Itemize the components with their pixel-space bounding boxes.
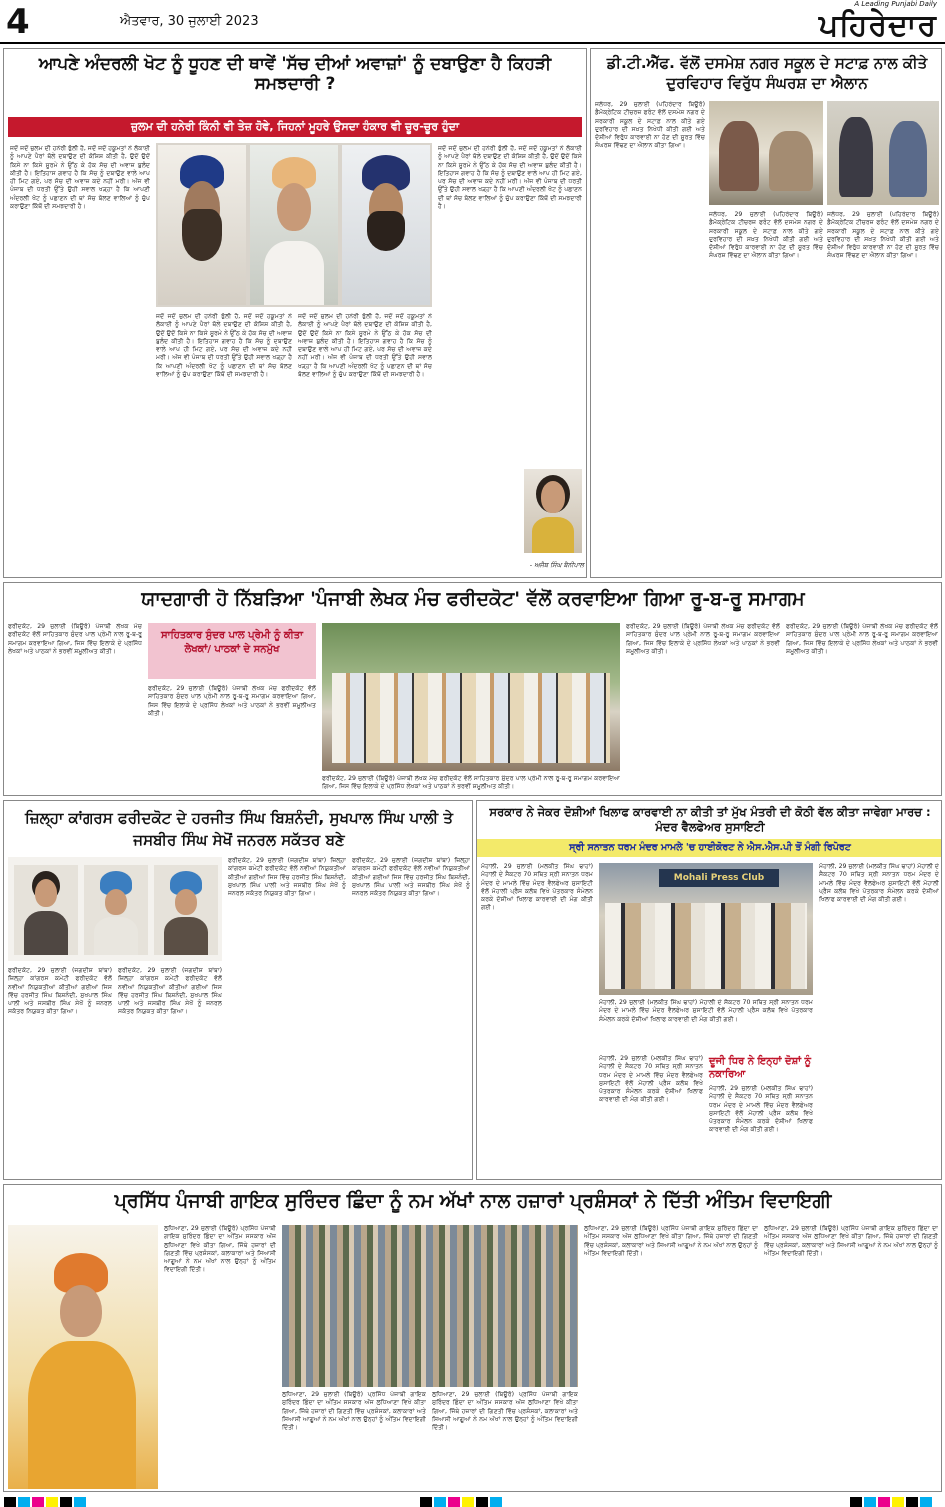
- issue-date: ਐਤਵਾਰ, 30 ਜੁਲਾਈ 2023: [120, 14, 259, 29]
- newspaper-logo: ਪਹਿਰੇਦਾਰ: [818, 8, 937, 43]
- article-4-column-2: ਫਰੀਦਕੋਟ, 29 ਜੁਲਾਈ (ਜਗਦੀਸ਼ ਬਾਂਬਾ) ਜ਼ਿਲ੍ਹਾ ਕਾਂਗਰਸ ਕਮੇਟੀ ਫਰੀਦਕੋਟ ਵੱਲੋਂ ਨਵੀਆਂ ਨਿਯੁਕਤੀਆਂ ਕੀਤੀਆਂ ਗਈਆਂ ਜਿਸ ਵਿੱਚ ਹਰਜੀਤ ਸਿੰਘ ਬਿਸ਼ਨੰਦੀ, ਸੁਖਪਾਲ ਸਿੰਘ ਪਾਲੀ ਅਤੇ ਜਸਬੀਰ ਸਿੰਘ ਸੇਖੋਂ ਨੂੰ ਜਨਰਲ ਸਕੱਤਰ ਨਿਯੁਕਤ ਕੀਤਾ ਗਿਆ।: [118, 967, 222, 1016]
- article-5-column-1: ਮੋਹਾਲੀ, 29 ਜੁਲਾਈ (ਮਲਕੀਤ ਸਿੰਘ ਢਾਹਾਂ) ਮੋਹਾਲੀ ਦੇ ਸੈਕਟਰ 70 ਸਥਿਤ ਸ੍ਰੀ ਸਨਾਤਨ ਧਰਮ ਮੰਦਰ ਦੇ ਮਾਮਲੇ ਵਿੱਚ ਮੰਦਰ ਵੈਲਫੇਅਰ ਸੁਸਾਇਟੀ ਵੱਲੋਂ ਮੋਹਾਲੀ ਪ੍ਰੈਸ ਕਲੱਬ ਵਿਖੇ ਪੱਤਰਕਾਰ ਸੰਮੇਲਨ ਕਰਕੇ ਦੋਸ਼ੀਆਂ ਖਿਲਾਫ ਕਾਰਵਾਈ ਦੀ ਮੰਗ ਕੀਤੀ ਗਈ।: [481, 863, 593, 912]
- article-6-column-5: ਲੁਧਿਆਣਾ, 29 ਜੁਲਾਈ (ਬਿਊਰੋ) ਪ੍ਰਸਿੱਧ ਪੰਜਾਬੀ ਗਾਇਕ ਸੁਰਿੰਦਰ ਛਿੰਦਾ ਦਾ ਅੰਤਿਮ ਸਸਕਾਰ ਅੱਜ ਲੁਧਿਆਣਾ ਵਿਖੇ ਕੀਤਾ ਗਿਆ, ਜਿੱਥੇ ਹਜ਼ਾਰਾਂ ਦੀ ਗਿਣਤੀ ਵਿੱਚ ਪ੍ਰਸ਼ੰਸਕਾਂ, ਕਲਾਕਾਰਾਂ ਅਤੇ ਸਿਆਸੀ ਆਗੂਆਂ ਨੇ ਨਮ ਅੱਖਾਂ ਨਾਲ ਉਨ੍ਹਾਂ ਨੂੰ ਅੰਤਿਮ ਵਿਦਾਇਗੀ ਦਿੱਤੀ।: [764, 1225, 938, 1257]
- singer-photo: [8, 1225, 158, 1489]
- article-4-column-1: ਫਰੀਦਕੋਟ, 29 ਜੁਲਾਈ (ਜਗਦੀਸ਼ ਬਾਂਬਾ) ਜ਼ਿਲ੍ਹਾ ਕਾਂਗਰਸ ਕਮੇਟੀ ਫਰੀਦਕੋਟ ਵੱਲੋਂ ਨਵੀਆਂ ਨਿਯੁਕਤੀਆਂ ਕੀਤੀਆਂ ਗਈਆਂ ਜਿਸ ਵਿੱਚ ਹਰਜੀਤ ਸਿੰਘ ਬਿਸ਼ਨੰਦੀ, ਸੁਖਪਾਲ ਸਿੰਘ ਪਾਲੀ ਅਤੇ ਜਸਬੀਰ ਸਿੰਘ ਸੇਖੋਂ ਨੂੰ ਜਨਰਲ ਸਕੱਤਰ ਨਿਯੁਕਤ ਕੀਤਾ ਗਿਆ।: [8, 967, 112, 1016]
- masthead-tagline: A Leading Punjabi Daily: [854, 0, 937, 8]
- article-6-headline: ਪ੍ਰਸਿੱਧ ਪੰਜਾਬੀ ਗਾਇਕ ਸੁਰਿੰਦਰ ਛਿੰਦਾ ਨੂੰ ਨਮ ਅੱਖਾਂ ਨਾਲ ਹਜ਼ਾਰਾਂ ਪ੍ਰਸ਼ੰਸਕਾਂ ਨੇ ਦਿੱਤੀ ਅੰਤਿਮ ਵਿਦਾਇਗੀ: [114, 1190, 832, 1212]
- article-3-column-2: ਫਰੀਦਕੋਟ, 29 ਜੁਲਾਈ (ਬਿਊਰੋ) ਪੰਜਾਬੀ ਲੇਖਕ ਮੰਚ ਫਰੀਦਕੋਟ ਵੱਲੋਂ ਸਾਹਿਤਕਾਰ ਸੁੰਦਰ ਪਾਲ ਪ੍ਰੇਮੀ ਨਾਲ ਰੂ-ਬ-ਰੂ ਸਮਾਗਮ ਕਰਵਾਇਆ ਗਿਆ, ਜਿਸ ਵਿੱਚ ਇਲਾਕੇ ਦੇ ਪ੍ਰਸਿੱਧ ਲੇਖਕਾਂ ਅਤੇ ਪਾਠਕਾਂ ਨੇ ਭਰਵੀਂ ਸ਼ਮੂਲੀਅਤ ਕੀਤੀ।: [148, 685, 316, 717]
- article-2: [590, 48, 942, 578]
- portrait-1: [158, 145, 246, 305]
- article-1-subhead: ਜ਼ੁਲਮ ਦੀ ਹਨੇਰੀ ਕਿੰਨੀ ਵੀ ਤੇਜ਼ ਹੋਵੇ, ਜਿਹਨਾਂ ਮੂਹਰੇ ਉਸਦਾ ਹੰਕਾਰ ਵੀ ਚੂਰ-ਚੂਰ ਹੁੰਦਾ: [8, 117, 582, 137]
- article-1-author-photo: [524, 469, 582, 553]
- article-5: [476, 800, 942, 1180]
- article-4-photo-portraits: [8, 857, 222, 961]
- article-6-column-4: ਲੁਧਿਆਣਾ, 29 ਜੁਲਾਈ (ਬਿਊਰੋ) ਪ੍ਰਸਿੱਧ ਪੰਜਾਬੀ ਗਾਇਕ ਸੁਰਿੰਦਰ ਛਿੰਦਾ ਦਾ ਅੰਤਿਮ ਸਸਕਾਰ ਅੱਜ ਲੁਧਿਆਣਾ ਵਿਖੇ ਕੀਤਾ ਗਿਆ, ਜਿੱਥੇ ਹਜ਼ਾਰਾਂ ਦੀ ਗਿਣਤੀ ਵਿੱਚ ਪ੍ਰਸ਼ੰਸਕਾਂ, ਕਲਾਕਾਰਾਂ ਅਤੇ ਸਿਆਸੀ ਆਗੂਆਂ ਨੇ ਨਮ ਅੱਖਾਂ ਨਾਲ ਉਨ੍ਹਾਂ ਨੂੰ ਅੰਤਿਮ ਵਿਦਾਇਗੀ ਦਿੱਤੀ।: [584, 1225, 758, 1257]
- article-2-column-2: ਜਲੰਧਰ, 29 ਜੁਲਾਈ (ਪਹਿਰੇਦਾਰ ਬਿਊਰੋ) ਡੈਮੋਕ੍ਰੇਟਿਕ ਟੀਚਰਜ਼ ਫਰੰਟ ਵੱਲੋਂ ਦਸਮੇਸ਼ ਨਗਰ ਦੇ ਸਰਕਾਰੀ ਸਕੂਲ ਦੇ ਸਟਾਫ਼ ਨਾਲ ਕੀਤੇ ਗਏ ਦੁਰਵਿਹਾਰ ਦੀ ਸਖ਼ਤ ਨਿਖੇਧੀ ਕੀਤੀ ਗਈ ਅਤੇ ਦੋਸ਼ੀਆਂ ਵਿਰੁੱਧ ਕਾਰਵਾਈ ਨਾ ਹੋਣ ਦੀ ਸੂਰਤ ਵਿੱਚ ਸੰਘਰਸ਼ ਵਿੱਢਣ ਦਾ ਐਲਾਨ ਕੀਤਾ ਗਿਆ।: [709, 211, 823, 260]
- article-6: [3, 1184, 942, 1492]
- registration-marks-right: [850, 1497, 934, 1507]
- article-4-headline: ਜ਼ਿਲ੍ਹਾ ਕਾਂਗਰਸ ਫਰੀਦਕੋਟ ਦੇ ਹਰਜੀਤ ਸਿੰਘ ਬਿਸ਼ਨੰਦੀ, ਸੁਖਪਾਲ ਸਿੰਘ ਪਾਲੀ ਤੇ ਜਸਬੀਰ ਸਿੰਘ ਸੇਖੋਂ ਜਨਰਲ ਸਕੱਤਰ ਬਣੇ: [25, 809, 453, 849]
- article-3-headline: ਯਾਦਗਾਰੀ ਹੋ ਨਿੱਬੜਿਆ 'ਪੰਜਾਬੀ ਲੇਖਕ ਮੰਚ ਫਰੀਦਕੋਟ' ਵੱਲੋਂ ਕਰਵਾਇਆ ਗਿਆ ਰੂ-ਬ-ਰੂ ਸਮਾਗਮ: [141, 588, 805, 610]
- article-3-caption: ਫਰੀਦਕੋਟ, 29 ਜੁਲਾਈ (ਬਿਊਰੋ) ਪੰਜਾਬੀ ਲੇਖਕ ਮੰਚ ਫਰੀਦਕੋਟ ਵੱਲੋਂ ਸਾਹਿਤਕਾਰ ਸੁੰਦਰ ਪਾਲ ਪ੍ਰੇਮੀ ਨਾਲ ਰੂ-ਬ-ਰੂ ਸਮਾਗਮ ਕਰਵਾਇਆ ਗਿਆ, ਜਿਸ ਵਿੱਚ ਇਲਾਕੇ ਦੇ ਪ੍ਰਸਿੱਧ ਲੇਖਕਾਂ ਅਤੇ ਪਾਠਕਾਂ ਨੇ ਭਰਵੀਂ ਸ਼ਮੂਲੀਅਤ ਕੀਤੀ।: [322, 775, 620, 791]
- article-3-column-1: ਫਰੀਦਕੋਟ, 29 ਜੁਲਾਈ (ਬਿਊਰੋ) ਪੰਜਾਬੀ ਲੇਖਕ ਮੰਚ ਫਰੀਦਕੋਟ ਵੱਲੋਂ ਸਾਹਿਤਕਾਰ ਸੁੰਦਰ ਪਾਲ ਪ੍ਰੇਮੀ ਨਾਲ ਰੂ-ਬ-ਰੂ ਸਮਾਗਮ ਕਰਵਾਇਆ ਗਿਆ, ਜਿਸ ਵਿੱਚ ਇਲਾਕੇ ਦੇ ਪ੍ਰਸਿੱਧ ਲੇਖਕਾਂ ਅਤੇ ਪਾਠਕਾਂ ਨੇ ਭਰਵੀਂ ਸ਼ਮੂਲੀਅਤ ਕੀਤੀ।: [8, 623, 142, 655]
- registration-marks-left: [4, 1497, 88, 1507]
- article-2-photo-left: [709, 101, 823, 205]
- article-1-column-2: ਜਦੋਂ ਜਦੋਂ ਜ਼ੁਲਮ ਦੀ ਹਨੇਰੀ ਝੁੱਲੀ ਹੈ, ਜਦੋਂ ਜਦੋਂ ਹਕੂਮਤਾਂ ਨੇ ਲੋਕਾਈ ਨੂੰ ਆਪਣੇ ਪੈਰਾਂ ਥੱਲੇ ਦਬਾਉਣ ਦੀ ਕੋਸ਼ਿਸ਼ ਕੀਤੀ ਹੈ, ਉਦੋਂ ਉਦੋਂ ਕਿਸੇ ਨਾ ਕਿਸੇ ਸੂਰਮੇ ਨੇ ਉੱਠ ਕੇ ਹੱਕ ਸੱਚ ਦੀ ਅਵਾਜ਼ ਬੁਲੰਦ ਕੀਤੀ ਹੈ। ਇਤਿਹਾਸ ਗਵਾਹ ਹੈ ਕਿ ਸੱਚ ਨੂੰ ਦਬਾਉਣ ਵਾਲੇ ਆਪ ਹੀ ਮਿਟ ਗਏ, ਪਰ ਸੱਚ ਦੀ ਅਵਾਜ਼ ਕਦੇ ਨਹੀਂ ਮਰੀ। ਅੱਜ ਵੀ ਪੰਜਾਬ ਦੀ ਧਰਤੀ ਉੱਤੇ ਉਹੀ ਸਵਾਲ ਖੜ੍ਹਾ ਹੈ ਕਿ ਆਪਣੀ ਅੰਦਰਲੀ ਖੋਟ ਨੂੰ ਪਛਾਣਨ ਦੀ ਥਾਂ ਸੱਚ ਬੋਲਣ ਵਾਲਿਆਂ ਨੂੰ ਚੁੱਪ ਕਰਾਉਣਾ ਕਿੱਥੋਂ ਦੀ ਸਮਝਦਾਰੀ ਹੈ।: [156, 313, 292, 379]
- article-3-column-3: ਫਰੀਦਕੋਟ, 29 ਜੁਲਾਈ (ਬਿਊਰੋ) ਪੰਜਾਬੀ ਲੇਖਕ ਮੰਚ ਫਰੀਦਕੋਟ ਵੱਲੋਂ ਸਾਹਿਤਕਾਰ ਸੁੰਦਰ ਪਾਲ ਪ੍ਰੇਮੀ ਨਾਲ ਰੂ-ਬ-ਰੂ ਸਮਾਗਮ ਕਰਵਾਇਆ ਗਿਆ, ਜਿਸ ਵਿੱਚ ਇਲਾਕੇ ਦੇ ਪ੍ਰਸਿੱਧ ਲੇਖਕਾਂ ਅਤੇ ਪਾਠਕਾਂ ਨੇ ਭਰਵੀਂ ਸ਼ਮੂਲੀਅਤ ਕੀਤੀ।: [626, 623, 780, 655]
- article-3: [3, 582, 942, 796]
- article-2-column-3: ਜਲੰਧਰ, 29 ਜੁਲਾਈ (ਪਹਿਰੇਦਾਰ ਬਿਊਰੋ) ਡੈਮੋਕ੍ਰੇਟਿਕ ਟੀਚਰਜ਼ ਫਰੰਟ ਵੱਲੋਂ ਦਸਮੇਸ਼ ਨਗਰ ਦੇ ਸਰਕਾਰੀ ਸਕੂਲ ਦੇ ਸਟਾਫ਼ ਨਾਲ ਕੀਤੇ ਗਏ ਦੁਰਵਿਹਾਰ ਦੀ ਸਖ਼ਤ ਨਿਖੇਧੀ ਕੀਤੀ ਗਈ ਅਤੇ ਦੋਸ਼ੀਆਂ ਵਿਰੁੱਧ ਕਾਰਵਾਈ ਨਾ ਹੋਣ ਦੀ ਸੂਰਤ ਵਿੱਚ ਸੰਘਰਸ਼ ਵਿੱਢਣ ਦਾ ਐਲਾਨ ਕੀਤਾ ਗਿਆ।: [827, 211, 939, 260]
- article-1-column-3: ਜਦੋਂ ਜਦੋਂ ਜ਼ੁਲਮ ਦੀ ਹਨੇਰੀ ਝੁੱਲੀ ਹੈ, ਜਦੋਂ ਜਦੋਂ ਹਕੂਮਤਾਂ ਨੇ ਲੋਕਾਈ ਨੂੰ ਆਪਣੇ ਪੈਰਾਂ ਥੱਲੇ ਦਬਾਉਣ ਦੀ ਕੋਸ਼ਿਸ਼ ਕੀਤੀ ਹੈ, ਉਦੋਂ ਉਦੋਂ ਕਿਸੇ ਨਾ ਕਿਸੇ ਸੂਰਮੇ ਨੇ ਉੱਠ ਕੇ ਹੱਕ ਸੱਚ ਦੀ ਅਵਾਜ਼ ਬੁਲੰਦ ਕੀਤੀ ਹੈ। ਇਤਿਹਾਸ ਗਵਾਹ ਹੈ ਕਿ ਸੱਚ ਨੂੰ ਦਬਾਉਣ ਵਾਲੇ ਆਪ ਹੀ ਮਿਟ ਗਏ, ਪਰ ਸੱਚ ਦੀ ਅਵਾਜ਼ ਕਦੇ ਨਹੀਂ ਮਰੀ। ਅੱਜ ਵੀ ਪੰਜਾਬ ਦੀ ਧਰਤੀ ਉੱਤੇ ਉਹੀ ਸਵਾਲ ਖੜ੍ਹਾ ਹੈ ਕਿ ਆਪਣੀ ਅੰਦਰਲੀ ਖੋਟ ਨੂੰ ਪਛਾਣਨ ਦੀ ਥਾਂ ਸੱਚ ਬੋਲਣ ਵਾਲਿਆਂ ਨੂੰ ਚੁੱਪ ਕਰਾਉਣਾ ਕਿੱਥੋਂ ਦੀ ਸਮਝਦਾਰੀ ਹੈ।: [298, 313, 432, 379]
- article-5-inset-title: ਦੂਜੀ ਧਿਰ ਨੇ ਇਨ੍ਹਾਂ ਦੋਸ਼ਾਂ ਨੂੰ ਨਕਾਰਿਆ: [709, 1056, 812, 1080]
- article-3-column-4: ਫਰੀਦਕੋਟ, 29 ਜੁਲਾਈ (ਬਿਊਰੋ) ਪੰਜਾਬੀ ਲੇਖਕ ਮੰਚ ਫਰੀਦਕੋਟ ਵੱਲੋਂ ਸਾਹਿਤਕਾਰ ਸੁੰਦਰ ਪਾਲ ਪ੍ਰੇਮੀ ਨਾਲ ਰੂ-ਬ-ਰੂ ਸਮਾਗਮ ਕਰਵਾਇਆ ਗਿਆ, ਜਿਸ ਵਿੱਚ ਇਲਾਕੇ ਦੇ ਪ੍ਰਸਿੱਧ ਲੇਖਕਾਂ ਅਤੇ ਪਾਠਕਾਂ ਨੇ ਭਰਵੀਂ ਸ਼ਮੂਲੀਅਤ ਕੀਤੀ।: [786, 623, 938, 655]
- article-2-column-1: ਜਲੰਧਰ, 29 ਜੁਲਾਈ (ਪਹਿਰੇਦਾਰ ਬਿਊਰੋ) ਡੈਮੋਕ੍ਰੇਟਿਕ ਟੀਚਰਜ਼ ਫਰੰਟ ਵੱਲੋਂ ਦਸਮੇਸ਼ ਨਗਰ ਦੇ ਸਰਕਾਰੀ ਸਕੂਲ ਦੇ ਸਟਾਫ਼ ਨਾਲ ਕੀਤੇ ਗਏ ਦੁਰਵਿਹਾਰ ਦੀ ਸਖ਼ਤ ਨਿਖੇਧੀ ਕੀਤੀ ਗਈ ਅਤੇ ਦੋਸ਼ੀਆਂ ਵਿਰੁੱਧ ਕਾਰਵਾਈ ਨਾ ਹੋਣ ਦੀ ਸੂਰਤ ਵਿੱਚ ਸੰਘਰਸ਼ ਵਿੱਢਣ ਦਾ ਐਲਾਨ ਕੀਤਾ ਗਿਆ।: [595, 101, 705, 150]
- article-2-headline: ਡੀ.ਟੀ.ਐੱਫ. ਵੱਲੋਂ ਦਸਮੇਸ਼ ਨਗਰ ਸਕੂਲ ਦੇ ਸਟਾਫ਼ ਨਾਲ ਕੀਤੇ ਦੁਰਵਿਹਾਰ ਵਿਰੁੱਧ ਸੰਘਰਸ਼ ਦਾ ਐਲਾਨ: [606, 54, 928, 92]
- portrait-3: [342, 145, 430, 305]
- article-1-byline: - ਅਜੈਬ ਸਿੰਘ ਬੈਨੀਪਾਲ: [529, 561, 584, 569]
- article-1-column-1: ਜਦੋਂ ਜਦੋਂ ਜ਼ੁਲਮ ਦੀ ਹਨੇਰੀ ਝੁੱਲੀ ਹੈ, ਜਦੋਂ ਜਦੋਂ ਹਕੂਮਤਾਂ ਨੇ ਲੋਕਾਈ ਨੂੰ ਆਪਣੇ ਪੈਰਾਂ ਥੱਲੇ ਦਬਾਉਣ ਦੀ ਕੋਸ਼ਿਸ਼ ਕੀਤੀ ਹੈ, ਉਦੋਂ ਉਦੋਂ ਕਿਸੇ ਨਾ ਕਿਸੇ ਸੂਰਮੇ ਨੇ ਉੱਠ ਕੇ ਹੱਕ ਸੱਚ ਦੀ ਅਵਾਜ਼ ਬੁਲੰਦ ਕੀਤੀ ਹੈ। ਇਤਿਹਾਸ ਗਵਾਹ ਹੈ ਕਿ ਸੱਚ ਨੂੰ ਦਬਾਉਣ ਵਾਲੇ ਆਪ ਹੀ ਮਿਟ ਗਏ, ਪਰ ਸੱਚ ਦੀ ਅਵਾਜ਼ ਕਦੇ ਨਹੀਂ ਮਰੀ। ਅੱਜ ਵੀ ਪੰਜਾਬ ਦੀ ਧਰਤੀ ਉੱਤੇ ਉਹੀ ਸਵਾਲ ਖੜ੍ਹਾ ਹੈ ਕਿ ਆਪਣੀ ਅੰਦਰਲੀ ਖੋਟ ਨੂੰ ਪਛਾਣਨ ਦੀ ਥਾਂ ਸੱਚ ਬੋਲਣ ਵਾਲਿਆਂ ਨੂੰ ਚੁੱਪ ਕਰਾਉਣਾ ਕਿੱਥੋਂ ਦੀ ਸਮਝਦਾਰੀ ਹੈ।: [10, 145, 150, 211]
- article-5-subhead: ਸ੍ਰੀ ਸਨਾਤਨ ਧਰਮ ਮੰਦਰ ਮਾਮਲੇ 'ਚ ਹਾਈਕੋਰਟ ਨੇ ਐਸ.ਐਸ.ਪੀ ਤੋਂ ਮੰਗੀ ਰਿਪੋਰਟ: [477, 839, 942, 857]
- article-6-column-2: ਲੁਧਿਆਣਾ, 29 ਜੁਲਾਈ (ਬਿਊਰੋ) ਪ੍ਰਸਿੱਧ ਪੰਜਾਬੀ ਗਾਇਕ ਸੁਰਿੰਦਰ ਛਿੰਦਾ ਦਾ ਅੰਤਿਮ ਸਸਕਾਰ ਅੱਜ ਲੁਧਿਆਣਾ ਵਿਖੇ ਕੀਤਾ ਗਿਆ, ਜਿੱਥੇ ਹਜ਼ਾਰਾਂ ਦੀ ਗਿਣਤੀ ਵਿੱਚ ਪ੍ਰਸ਼ੰਸਕਾਂ, ਕਲਾਕਾਰਾਂ ਅਤੇ ਸਿਆਸੀ ਆਗੂਆਂ ਨੇ ਨਮ ਅੱਖਾਂ ਨਾਲ ਉਨ੍ਹਾਂ ਨੂੰ ਅੰਤਿਮ ਵਿਦਾਇਗੀ ਦਿੱਤੀ।: [282, 1391, 426, 1432]
- page-number: 4: [6, 2, 30, 42]
- article-1-column-4: ਜਦੋਂ ਜਦੋਂ ਜ਼ੁਲਮ ਦੀ ਹਨੇਰੀ ਝੁੱਲੀ ਹੈ, ਜਦੋਂ ਜਦੋਂ ਹਕੂਮਤਾਂ ਨੇ ਲੋਕਾਈ ਨੂੰ ਆਪਣੇ ਪੈਰਾਂ ਥੱਲੇ ਦਬਾਉਣ ਦੀ ਕੋਸ਼ਿਸ਼ ਕੀਤੀ ਹੈ, ਉਦੋਂ ਉਦੋਂ ਕਿਸੇ ਨਾ ਕਿਸੇ ਸੂਰਮੇ ਨੇ ਉੱਠ ਕੇ ਹੱਕ ਸੱਚ ਦੀ ਅਵਾਜ਼ ਬੁਲੰਦ ਕੀਤੀ ਹੈ। ਇਤਿਹਾਸ ਗਵਾਹ ਹੈ ਕਿ ਸੱਚ ਨੂੰ ਦਬਾਉਣ ਵਾਲੇ ਆਪ ਹੀ ਮਿਟ ਗਏ, ਪਰ ਸੱਚ ਦੀ ਅਵਾਜ਼ ਕਦੇ ਨਹੀਂ ਮਰੀ। ਅੱਜ ਵੀ ਪੰਜਾਬ ਦੀ ਧਰਤੀ ਉੱਤੇ ਉਹੀ ਸਵਾਲ ਖੜ੍ਹਾ ਹੈ ਕਿ ਆਪਣੀ ਅੰਦਰਲੀ ਖੋਟ ਨੂੰ ਪਛਾਣਨ ਦੀ ਥਾਂ ਸੱਚ ਬੋਲਣ ਵਾਲਿਆਂ ਨੂੰ ਚੁੱਪ ਕਰਾਉਣਾ ਕਿੱਥੋਂ ਦੀ ਸਮਝਦਾਰੀ ਹੈ।: [438, 145, 582, 211]
- article-5-caption: ਮੋਹਾਲੀ, 29 ਜੁਲਾਈ (ਮਲਕੀਤ ਸਿੰਘ ਢਾਹਾਂ) ਮੋਹਾਲੀ ਦੇ ਸੈਕਟਰ 70 ਸਥਿਤ ਸ੍ਰੀ ਸਨਾਤਨ ਧਰਮ ਮੰਦਰ ਦੇ ਮਾਮਲੇ ਵਿੱਚ ਮੰਦਰ ਵੈਲਫੇਅਰ ਸੁਸਾਇਟੀ ਵੱਲੋਂ ਮੋਹਾਲੀ ਪ੍ਰੈਸ ਕਲੱਬ ਵਿਖੇ ਪੱਤਰਕਾਰ ਸੰਮੇਲਨ ਕਰਕੇ ਦੋਸ਼ੀਆਂ ਖਿਲਾਫ ਕਾਰਵਾਈ ਦੀ ਮੰਗ ਕੀਤੀ ਗਈ।: [599, 999, 813, 1023]
- press-club-sign: Mohali Press Club: [659, 869, 779, 887]
- masthead: [0, 0, 945, 44]
- article-5-headline: ਸਰਕਾਰ ਨੇ ਜੇਕਰ ਦੋਸ਼ੀਆਂ ਖਿਲਾਫ ਕਾਰਵਾਈ ਨਾ ਕੀਤੀ ਤਾਂ ਮੁੱਖ ਮੰਤਰੀ ਦੀ ਕੋਠੀ ਵੱਲ ਕੀਤਾ ਜਾਵੇਗਾ ਮਾਰਚ : ਮੰਦਰ ਵੈਲਫੇਅਰ ਸੁਸਾਇਟੀ: [489, 805, 931, 834]
- portrait-2: [250, 145, 338, 305]
- article-5-inset: [709, 1055, 813, 1175]
- article-1-headline: ਆਪਣੇ ਅੰਦਰਲੀ ਖੋਟ ਨੂੰ ਧੂਹਣ ਦੀ ਥਾਵੇਂ 'ਸੱਚ ਦੀਆਂ ਅਵਾਜ਼ਾਂ' ਨੂੰ ਦਬਾਉਣਾ ਹੈ ਕਿਹੜੀ ਸਮਝਦਾਰੀ ?: [38, 54, 552, 94]
- article-3-group-photo: [322, 623, 620, 771]
- article-5-photo: [599, 863, 813, 995]
- article-1: [3, 48, 587, 578]
- article-6-column-1: ਲੁਧਿਆਣਾ, 29 ਜੁਲਾਈ (ਬਿਊਰੋ) ਪ੍ਰਸਿੱਧ ਪੰਜਾਬੀ ਗਾਇਕ ਸੁਰਿੰਦਰ ਛਿੰਦਾ ਦਾ ਅੰਤਿਮ ਸਸਕਾਰ ਅੱਜ ਲੁਧਿਆਣਾ ਵਿਖੇ ਕੀਤਾ ਗਿਆ, ਜਿੱਥੇ ਹਜ਼ਾਰਾਂ ਦੀ ਗਿਣਤੀ ਵਿੱਚ ਪ੍ਰਸ਼ੰਸਕਾਂ, ਕਲਾਕਾਰਾਂ ਅਤੇ ਸਿਆਸੀ ਆਗੂਆਂ ਨੇ ਨਮ ਅੱਖਾਂ ਨਾਲ ਉਨ੍ਹਾਂ ਨੂੰ ਅੰਤਿਮ ਵਿਦਾਇਗੀ ਦਿੱਤੀ।: [164, 1225, 276, 1274]
- funeral-crowd-photo: [282, 1225, 578, 1387]
- article-4: [3, 800, 473, 1180]
- article-5-inset-body: ਮੋਹਾਲੀ, 29 ਜੁਲਾਈ (ਮਲਕੀਤ ਸਿੰਘ ਢਾਹਾਂ) ਮੋਹਾਲੀ ਦੇ ਸੈਕਟਰ 70 ਸਥਿਤ ਸ੍ਰੀ ਸਨਾਤਨ ਧਰਮ ਮੰਦਰ ਦੇ ਮਾਮਲੇ ਵਿੱਚ ਮੰਦਰ ਵੈਲਫੇਅਰ ਸੁਸਾਇਟੀ ਵੱਲੋਂ ਮੋਹਾਲੀ ਪ੍ਰੈਸ ਕਲੱਬ ਵਿਖੇ ਪੱਤਰਕਾਰ ਸੰਮੇਲਨ ਕਰਕੇ ਦੋਸ਼ੀਆਂ ਖਿਲਾਫ ਕਾਰਵਾਈ ਦੀ ਮੰਗ ਕੀਤੀ ਗਈ।: [709, 1085, 813, 1134]
- article-5-column-2: ਮੋਹਾਲੀ, 29 ਜੁਲਾਈ (ਮਲਕੀਤ ਸਿੰਘ ਢਾਹਾਂ) ਮੋਹਾਲੀ ਦੇ ਸੈਕਟਰ 70 ਸਥਿਤ ਸ੍ਰੀ ਸਨਾਤਨ ਧਰਮ ਮੰਦਰ ਦੇ ਮਾਮਲੇ ਵਿੱਚ ਮੰਦਰ ਵੈਲਫੇਅਰ ਸੁਸਾਇਟੀ ਵੱਲੋਂ ਮੋਹਾਲੀ ਪ੍ਰੈਸ ਕਲੱਬ ਵਿਖੇ ਪੱਤਰਕਾਰ ਸੰਮੇਲਨ ਕਰਕੇ ਦੋਸ਼ੀਆਂ ਖਿਲਾਫ ਕਾਰਵਾਈ ਦੀ ਮੰਗ ਕੀਤੀ ਗਈ।: [599, 1055, 703, 1104]
- article-4-column-4: ਫਰੀਦਕੋਟ, 29 ਜੁਲਾਈ (ਜਗਦੀਸ਼ ਬਾਂਬਾ) ਜ਼ਿਲ੍ਹਾ ਕਾਂਗਰਸ ਕਮੇਟੀ ਫਰੀਦਕੋਟ ਵੱਲੋਂ ਨਵੀਆਂ ਨਿਯੁਕਤੀਆਂ ਕੀਤੀਆਂ ਗਈਆਂ ਜਿਸ ਵਿੱਚ ਹਰਜੀਤ ਸਿੰਘ ਬਿਸ਼ਨੰਦੀ, ਸੁਖਪਾਲ ਸਿੰਘ ਪਾਲੀ ਅਤੇ ਜਸਬੀਰ ਸਿੰਘ ਸੇਖੋਂ ਨੂੰ ਜਨਰਲ ਸਕੱਤਰ ਨਿਯੁਕਤ ਕੀਤਾ ਗਿਆ।: [352, 857, 470, 898]
- article-4-column-3: ਫਰੀਦਕੋਟ, 29 ਜੁਲਾਈ (ਜਗਦੀਸ਼ ਬਾਂਬਾ) ਜ਼ਿਲ੍ਹਾ ਕਾਂਗਰਸ ਕਮੇਟੀ ਫਰੀਦਕੋਟ ਵੱਲੋਂ ਨਵੀਆਂ ਨਿਯੁਕਤੀਆਂ ਕੀਤੀਆਂ ਗਈਆਂ ਜਿਸ ਵਿੱਚ ਹਰਜੀਤ ਸਿੰਘ ਬਿਸ਼ਨੰਦੀ, ਸੁਖਪਾਲ ਸਿੰਘ ਪਾਲੀ ਅਤੇ ਜਸਬੀਰ ਸਿੰਘ ਸੇਖੋਂ ਨੂੰ ਜਨਰਲ ਸਕੱਤਰ ਨਿਯੁਕਤ ਕੀਤਾ ਗਿਆ।: [228, 857, 346, 898]
- article-1-photo-portraits: [156, 143, 432, 307]
- article-5-column-3: ਮੋਹਾਲੀ, 29 ਜੁਲਾਈ (ਮਲਕੀਤ ਸਿੰਘ ਢਾਹਾਂ) ਮੋਹਾਲੀ ਦੇ ਸੈਕਟਰ 70 ਸਥਿਤ ਸ੍ਰੀ ਸਨਾਤਨ ਧਰਮ ਮੰਦਰ ਦੇ ਮਾਮਲੇ ਵਿੱਚ ਮੰਦਰ ਵੈਲਫੇਅਰ ਸੁਸਾਇਟੀ ਵੱਲੋਂ ਮੋਹਾਲੀ ਪ੍ਰੈਸ ਕਲੱਬ ਵਿਖੇ ਪੱਤਰਕਾਰ ਸੰਮੇਲਨ ਕਰਕੇ ਦੋਸ਼ੀਆਂ ਖਿਲਾਫ ਕਾਰਵਾਈ ਦੀ ਮੰਗ ਕੀਤੀ ਗਈ।: [819, 863, 939, 904]
- registration-marks-center: [420, 1497, 504, 1507]
- article-2-photo-right: [827, 101, 939, 205]
- article-3-highlight: ਸਾਹਿਤਕਾਰ ਸੁੰਦਰ ਪਾਲ ਪ੍ਰੇਮੀ ਨੂੰ ਕੀਤਾ ਲੇਖਕਾਂ/ ਪਾਠਕਾਂ ਦੇ ਸਨਮੁੱਖ: [148, 623, 316, 679]
- article-6-column-3: ਲੁਧਿਆਣਾ, 29 ਜੁਲਾਈ (ਬਿਊਰੋ) ਪ੍ਰਸਿੱਧ ਪੰਜਾਬੀ ਗਾਇਕ ਸੁਰਿੰਦਰ ਛਿੰਦਾ ਦਾ ਅੰਤਿਮ ਸਸਕਾਰ ਅੱਜ ਲੁਧਿਆਣਾ ਵਿਖੇ ਕੀਤਾ ਗਿਆ, ਜਿੱਥੇ ਹਜ਼ਾਰਾਂ ਦੀ ਗਿਣਤੀ ਵਿੱਚ ਪ੍ਰਸ਼ੰਸਕਾਂ, ਕਲਾਕਾਰਾਂ ਅਤੇ ਸਿਆਸੀ ਆਗੂਆਂ ਨੇ ਨਮ ਅੱਖਾਂ ਨਾਲ ਉਨ੍ਹਾਂ ਨੂੰ ਅੰਤਿਮ ਵਿਦਾਇਗੀ ਦਿੱਤੀ।: [432, 1391, 578, 1432]
